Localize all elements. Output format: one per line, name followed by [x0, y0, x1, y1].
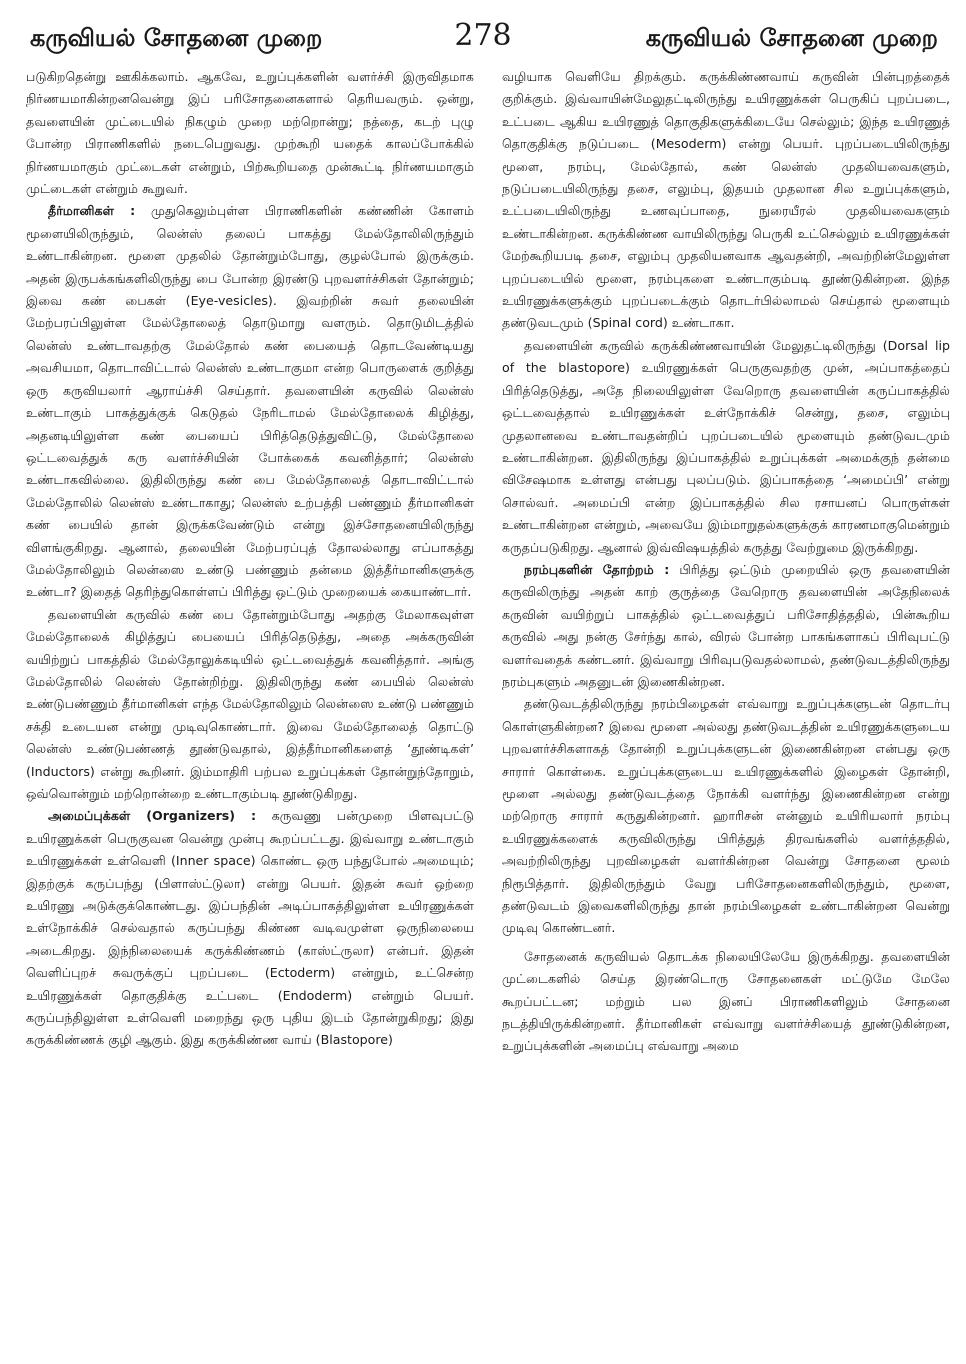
paragraph-text: முதுகெலும்புள்ள பிராணிகளின் கண்ணின் கோளம் மூளையிலிருந்தும், லென்ஸ் தலைப் பாகத்து மேல்தோலிலிருந்தும் உண்டாகின்றன. மூளை முதலில் தோன்றும்போது, குழல்போல் இருக்கும். அதன் இருபக்கங்களிலிருந்து பை போன்ற இரண்டு புறவளர்ச்சிகள் தோன்றும்; இவை கண் பைகள் (Eye-vesicles). இவற்றின் சுவர் தலையின் மேற்பரப்பிலுள்ள மேல்தோலைத் தொடுமாறு வளரும். தொடுமிடத்தில் லென்ஸ் உண்டாவதற்கு மேல்தோல் கண் பையைத் தொடவேண்டியது அவசியமா, தொடாவிட்டால் லென்ஸ் உண்டாகுமா என்ற பொருளைக் குறித்து ஒரு கருவியலார் ஆராய்ச்சி செய்தார். தவளையின் கருவில் லென்ஸ் உண்டாகும் பாகத்துக்குக் கெடுதல் நேரிடாமல் மேல்தோலைக் கிழித்து, அதனடியிலுள்ள கண் பையைப் பிரித்தெடுத்துவிட்டு, மேல்தோலை ஒட்டவைத்துக் கரு வளர்ச்சியின் போக்கைக் கவனித்தார்; லென்ஸ் உண்டாகவில்லை. இதிலிருந்து கண் பை மேல்தோலைத் தொடாவிட்டால் மேல்தோலில் லென்ஸ் உண்டாகாது; லென்ஸ் உற்பத்தி பண்ணும் தீர்மானிகள் கண் பையில் தான் இருக்கவேண்டும் என்று இச்சோதனையிலிருந்து விளங்குகிறது. ஆனால், தலையின் மேற்பரப்புத் தோலல்லாது எப்பாகத்து மேல்தோலிலும் லென்ஸை உண்டு பண்ணும் தன்மை இத்தீர்மானிகளுக்கு உண்டா? இதைத் தெரிந்துகொள்ளப் பிரித்து ஒட்டும் முறையைக் கையாண்டார். — [26, 203, 474, 600]
paragraph — [502, 559, 950, 693]
running-header — [0, 18, 966, 62]
right-column — [502, 66, 950, 1356]
section-heading: தீர்மானிகள் : — [48, 203, 136, 219]
paragraph: வழியாக வெளியே திறக்கும். கருக்கிண்ணவாய் கருவின் பின்புறத்தைக் குறிக்கும். இவ்வாயின்மேலுதட்டிலிருந்து உயிரணுக்கள் பெருகிப் புறப்படை, உட்படை ஆகிய உயிரணுத் தொகுதிகளுக்கிடையே செல்லும்; இந்த உயிரணுத் தொகுதிக்கு நடுப்படை (Mesoderm) என்று பெயர். புறப்படையிலிருந்து மூளை, நரம்பு, மேல்தோல், கண் லென்ஸ் முதலியவைகளும், நடுப்படையிலிருந்து தசை, எலும்பு, இதயம் முதலான சில உறுப்புக்களும், உட்படையிலிருந்து உணவுப்பாதை, நுரையீரல் முதலியவைகளும் உண்டாகின்றன. கருக்கிண்ண வாயிலிருந்து பெருகி உட்செல்லும் உயிரணுக்கள் மேற்கூறியபடி தசை, எலும்பு முதலியனவாக ஆவதன்றி, அவற்றின்மேலுள்ள புறப்படையில் மூளை, நரம்புகளை உண்டாகும்படி தூண்டுகின்றன. இந்த உயிரணுக்களுக்கும் புறப்படைக்கும் தொடர்பில்லாமல் செய்தால் மூளையும் தண்டுவடமும் (Spinal cord) உண்டாகா. — [502, 69, 950, 331]
paragraph: படுகிறதென்று ஊகிக்கலாம். ஆகவே, உறுப்புக்களின் வளர்ச்சி இருவிதமாக நிர்ணயமாகின்றனவென்று இப் பரிசோதனைகளால் தெரியவரும். ஒன்று, தவளையின் முட்டையில் நிகழும் முறை மற்றொன்று; நத்தை, கடற் புழு போன்ற பிராணிகளில் நடைபெறுவது. முற்கூறி யதைக் காலப்போக்கில் நிர்ணயமாகும் முட்டைகள் என்றும், பிற்கூறியதை முன்கூட்டி நிர்ணயமாகும் முட்டைகள் என்றும் கூறுவர். — [26, 69, 474, 197]
left-column — [26, 66, 474, 1356]
paragraph: சோதனைக் கருவியல் தொடக்க நிலையிலேயே இருக்கிறது. தவளையின் முட்டைகளில் செய்த இரண்டொரு சோதனைகள் மட்டுமே மேலே கூறப்பட்டன; மற்றும் பல இனப் பிராணிகளிலும் சோதனை நடத்தியிருக்கின்றனர். தீர்மானிகள் எவ்வாறு வளர்ச்சியைத் தூண்டுகின்றன, உறுப்புக்களின் அமைப்பு எவ்வாறு அமை — [502, 948, 950, 1054]
paragraph: தண்டுவடத்திலிருந்து நரம்பிழைகள் எவ்வாறு உறுப்புக்களுடன் தொடர்பு கொள்ளுகின்றன? இவை மூளை அல்லது தண்டுவடத்தின் உயிரணுக்களுடைய புறவளர்ச்சிகளாகத் தோன்றி உறுப்புக்களுடன் இணைகின்றன என்பது ஒரு சாரார் கொள்கை. உறுப்புக்களுடைய உயிரணுக்களில் இழைகள் தோன்றி, மூளை அல்லது தண்டுவடத்தை நோக்கி வளர்ந்து இணைகின்றன என்று மற்றொரு சாரார் கருதுகின்றனர். ஹாரிசன் என்னும் உயிரியலார் நரம்பு உயிரணுக்களைக் கருவிலிருந்து பிரித்துத் திரவங்களில் வளர்த்ததில், அவற்றிலிருந்து புறவிழைகள் வளர்கின்றன வென்று சோதனை மூலம் நிரூபித்தார். இதிலிருந்தும் வேறு பரிசோதனைகளிலிருந்தும், மூளை, தண்டுவடம் இவைகளிலிருந்து தான் நரம்பிழைகள் உண்டாகின்றன வென்று முடிவு கொண்டனர். — [502, 696, 950, 936]
paragraph: தவளையின் கருவில் கண் பை தோன்றும்போது அதற்கு மேலாகவுள்ள மேல்தோலைக் கிழித்துப் பையைப் பிரித்தெடுத்து, அதை அக்கருவின் வயிற்றுப் பாகத்தில் மேல்தோலுக்கடியில் ஒட்டவைத்துக் கவனித்தார். அங்கு மேல்தோலில் லென்ஸ் தோன்றிற்று. இதிலிருந்து கண் பையில் லென்ஸ் உண்டுபண்ணும் தீர்மானிகள் எந்த மேல்தோலிலும் லென்ஸை உண்டு பண்ணும் சக்தி உடையன என்று முடிவுகொண்டார். இவை மேல்தோலைத் தொட்டு லென்ஸ் உண்டுபண்ணத் தூண்டுவதால், இத்தீர்மானிகளைத் ‘தூண்டிகள்’ (Inductors) என்று கூறினர். இம்மாதிரி பற்பல உறுப்புக்கள் தோன்றுந்தோறும், ஒவ்வொன்றும் மற்றொன்றை உண்டாகும்படி தூண்டுகிறது. — [26, 606, 474, 801]
running-title-left: கருவியல் சோதனை முறை — [30, 24, 323, 52]
running-title-right: கருவியல் சோதனை முறை — [645, 24, 938, 52]
paragraph-text: கருவணு பன்முறை பிளவுபட்டு உயிரணுக்கள் பெருகுவன வென்று முன்பு கூறப்பட்டது. இவ்வாறு உண்டாகும் உயிரணுக்கள் உள்வெளி (Inner space) கொண்ட ஒரு பந்துபோல் அமையும்; இதற்குக் கருப்பந்து (பிளாஸ்ட்டுலா) என்று பெயர். இதன் சுவர் ஒற்றை உயிரணு அடுக்குக்கொண்டது. இப்பந்தின் அடிப்பாகத்திலுள்ள உயிரணுக்கள் உள்நோக்கிச் செல்வதால் கருப்பந்து கிண்ண வடிவமுள்ள ஒருநிலையை அடைகிறது. இந்நிலையைக் கருக்கிண்ணம் (காஸ்ட்ருலா) என்பர். இதன் வெளிப்புறச் சுவருக்குப் புறப்படை (Ectoderm) என்றும், உட்சென்ற உயிரணுக்கள் தொகுதிக்கு உட்படை (Endoderm) என்றும் பெயர். கருப்பந்திலுள்ள உள்வெளி மறைந்து ஒரு புதிய இடம் தோன்றுகிறது; இது கருக்கிண்ணக் குழி ஆகும். இது கருக்கிண்ண வாய் (Blastopore) — [26, 808, 474, 1048]
paragraph — [26, 805, 474, 1051]
section-heading: நரம்புகளின் தோற்றம் : — [524, 561, 670, 577]
paragraph-text: பிரித்து ஒட்டும் முறையில் ஒரு தவளையின் கருவிலிருந்து அதன் காற் குருத்தை வேறொரு தவளையின் அதேநிலைக் கருவின் வயிற்றுப் பாகத்தில் ஒட்டவைத்துப் பரிசோதித்ததில், பின்கூறிய கருவில் அது நன்கு சேர்ந்து கால், விரல் போன்ற பாகங்களாகப் பிரிவுபட்டு வளர்வதைக் கண்டனர். இவ்வாறு பிரிவுபடுவதல்லாமல், தண்டுவடத்திலிருந்து நரம்புகளும் அதனுடன் இணைகின்றன. — [502, 561, 950, 689]
page-number: 278 — [454, 18, 512, 53]
paragraph: தவளையின் கருவில் கருக்கிண்ணவாயின் மேலுதட்டிலிருந்து (Dorsal lip of the blastopore) உயிரணுக்கள் பெருகுவதற்கு முன், அப்பாகத்தைப் பிரித்தெடுத்து, அதே நிலையிலுள்ள வேறொரு தவளையின் கருப்பாகத்தில் ஒட்டவைத்தால் உயிரணுக்கள் உள்நோக்கிச் சென்று, தசை, எலும்பு முதலானவை உண்டாவதன்றிப் புறப்படையில் மூளையும் தண்டுவடமும் உண்டாகின்றன. இதிலிருந்து இப்பாகத்தில் உறுப்புக்கள் அமைக்குந் தன்மை விசேஷமாக உள்ளது என்பது புலப்படும். இப்பாகத்தை ‘அமைப்பி’ என்று சொல்வர். அமைப்பி என்ற இப்பாகத்தில் சில ரசாயனப் பொருள்கள் உண்டாகின்றன என்றும், அவையே இம்மாறுதல்களுக்குக் காரணமாகுமென்றும் கருதப்படுகிறது. ஆனால் இவ்விஷயத்தில் கருத்து வேற்றுமை இருக்கிறது. — [502, 337, 950, 555]
section-heading: அமைப்புக்கள் (Organizers) : — [48, 808, 257, 824]
paragraph — [26, 200, 474, 603]
